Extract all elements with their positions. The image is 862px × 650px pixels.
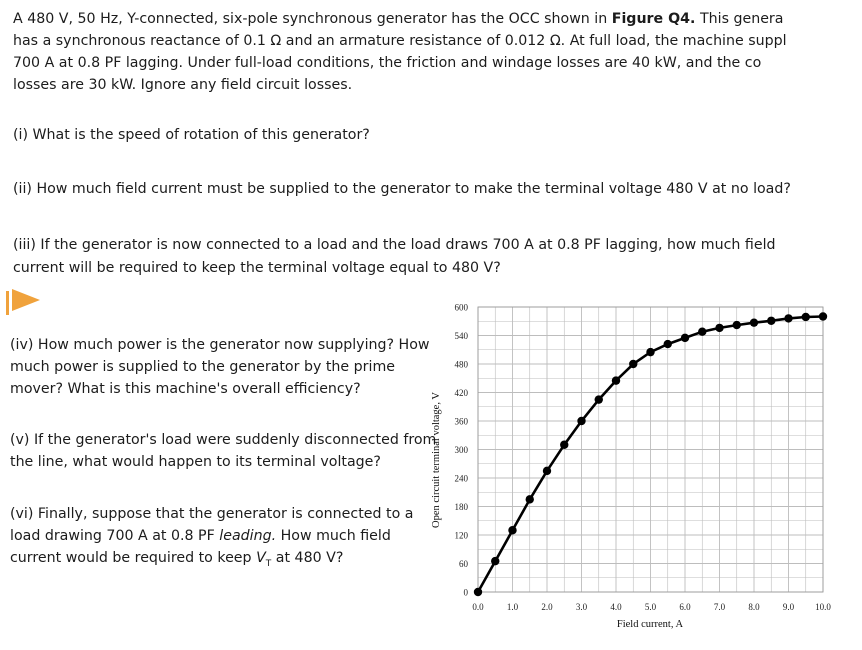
data-point bbox=[681, 334, 689, 342]
x-tick-label: 1.0 bbox=[506, 602, 519, 612]
data-point bbox=[508, 526, 516, 534]
data-point bbox=[733, 321, 741, 329]
data-point bbox=[767, 317, 775, 325]
occ-chart bbox=[425, 295, 845, 635]
leading-emphasis: leading. bbox=[219, 528, 277, 544]
x-tick-label: 8.0 bbox=[748, 602, 760, 612]
data-point bbox=[560, 441, 568, 449]
question-5-line-2: the line, what would happen to its terminal voltage? bbox=[10, 454, 381, 470]
arrow-head bbox=[12, 289, 40, 311]
data-point bbox=[698, 328, 706, 336]
data-point bbox=[819, 312, 827, 320]
data-point bbox=[664, 340, 672, 348]
x-tick-label: 6.0 bbox=[679, 602, 691, 612]
question-3 bbox=[13, 234, 776, 280]
problem-line-1-text: A 480 V, 50 Hz, Y-connected, six-pole synchronous generator has the OCC shown in bbox=[13, 11, 612, 27]
y-tick-label: 600 bbox=[454, 302, 468, 313]
problem-line-1-tail: This genera bbox=[695, 11, 784, 27]
problem-line-2: has a synchronous reactance of 0.1 Ω and an armature resistance of 0.012 Ω. At full load, the machine suppl bbox=[13, 33, 787, 49]
data-point bbox=[543, 467, 551, 475]
question-6-line-2 bbox=[10, 525, 413, 547]
x-tick-labels bbox=[472, 602, 831, 612]
question-4-line-3: mover? What is this machine's overall efficiency? bbox=[10, 381, 361, 397]
data-point bbox=[577, 417, 585, 425]
y-tick-labels bbox=[455, 303, 469, 598]
y-tick-label: 480 bbox=[454, 359, 468, 370]
data-point bbox=[646, 348, 654, 356]
y-tick-label: 60 bbox=[459, 559, 468, 569]
data-point bbox=[612, 376, 620, 384]
data-point bbox=[629, 360, 637, 368]
x-tick-label: 7.0 bbox=[713, 602, 726, 612]
x-tick-label: 2.0 bbox=[541, 602, 553, 612]
problem-statement bbox=[13, 8, 862, 96]
question-5 bbox=[10, 429, 436, 473]
x-tick-label: 4.0 bbox=[610, 602, 622, 612]
question-1: (i) What is the speed of rotation of this generator? bbox=[13, 127, 370, 143]
y-tick-label: 420 bbox=[454, 388, 468, 398]
x-tick-label: 3.0 bbox=[575, 602, 588, 612]
data-point bbox=[750, 318, 758, 326]
question-6-line-2-text: load drawing 700 A at 0.8 PF bbox=[10, 528, 220, 544]
data-point bbox=[784, 314, 792, 322]
y-tick-label: 0 bbox=[463, 587, 468, 598]
question-6 bbox=[10, 503, 413, 575]
data-point bbox=[474, 588, 482, 596]
figure-reference: Figure Q4. bbox=[611, 11, 696, 27]
question-4 bbox=[10, 334, 430, 400]
problem-line-1 bbox=[13, 8, 862, 30]
y-tick-label: 240 bbox=[454, 473, 468, 484]
y-axis-label: Open circuit terminal voltage, V bbox=[431, 392, 442, 528]
y-tick-label: 120 bbox=[454, 530, 468, 541]
question-4-line-2: much power is supplied to the generator by the prime bbox=[10, 359, 395, 375]
x-axis-label: Field current, A bbox=[616, 619, 684, 630]
question-3-line-1: (iii) If the generator is now connected to a load and the load draws 700 A at 0.8 PF lagging, how much field bbox=[13, 237, 776, 253]
question-4-line-1: (iv) How much power is the generator now supplying? How bbox=[10, 337, 430, 353]
x-tick-label: 9.0 bbox=[782, 602, 795, 612]
question-6-line-3-tail: at 480 V? bbox=[271, 550, 344, 566]
question-6-line-1: (vi) Finally, suppose that the generator is connected to a bbox=[10, 506, 414, 522]
x-tick-label: 0.0 bbox=[472, 602, 484, 612]
terminal-voltage-symbol: V bbox=[256, 550, 266, 566]
y-tick-label: 180 bbox=[454, 502, 468, 512]
x-tick-label: 5.0 bbox=[644, 602, 657, 612]
x-tick-label: 10.0 bbox=[815, 602, 831, 612]
question-3-line-2: current will be required to keep the terminal voltage equal to 480 V? bbox=[13, 260, 501, 276]
problem-line-3: 700 A at 0.8 PF lagging. Under full-load conditions, the friction and windage losses are 40 kW, and the co bbox=[13, 55, 762, 71]
question-6-line-3-text: current would be required to keep bbox=[10, 550, 257, 566]
arrow-stem bbox=[6, 291, 9, 315]
question-5-line-1: (v) If the generator's load were suddenly disconnected from bbox=[10, 432, 437, 448]
y-tick-label: 360 bbox=[454, 416, 468, 427]
y-tick-label: 540 bbox=[454, 331, 468, 341]
question-6-line-2-tail: How much field bbox=[276, 528, 391, 544]
data-point bbox=[491, 557, 499, 565]
data-point bbox=[526, 495, 534, 503]
y-tick-label: 300 bbox=[454, 445, 468, 455]
question-6-line-3 bbox=[10, 547, 413, 575]
problem-line-4: losses are 30 kW. Ignore any field circuit losses. bbox=[13, 77, 353, 93]
slide-arrow-icon bbox=[6, 287, 40, 315]
data-point bbox=[715, 324, 723, 332]
data-point bbox=[595, 395, 603, 403]
data-point bbox=[802, 313, 810, 321]
question-2: (ii) How much field current must be supplied to the generator to make the terminal voltage 480 V at no load? bbox=[13, 181, 791, 197]
terminal-voltage-subscript: T bbox=[265, 558, 272, 569]
